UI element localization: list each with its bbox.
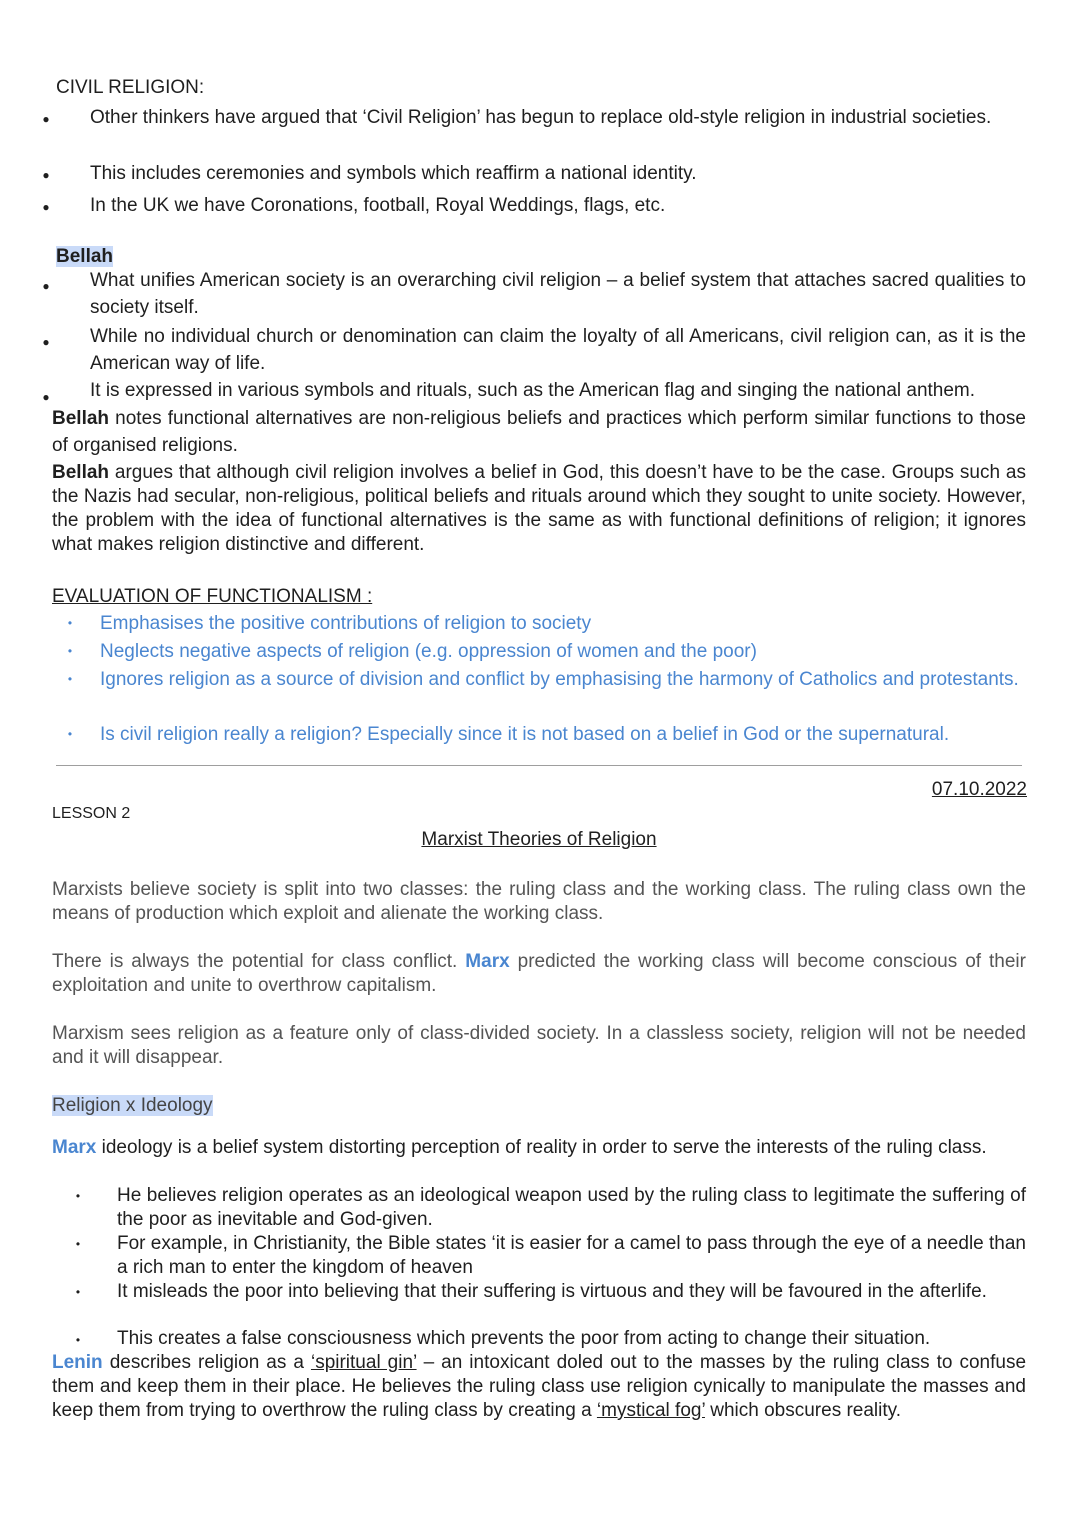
evaluation-bullet-3: Ignores religion as a source of division and conflict by emphasising the harmony of Catholics and protestants. <box>100 669 1019 690</box>
bullet-icon: • <box>67 644 73 658</box>
bullet-icon: ● <box>42 279 50 293</box>
evaluation-heading: EVALUATION OF FUNCTIONALISM : <box>52 586 373 607</box>
bellah-bullet-1: What unifies American society is an overarching civil religion – a belief system that attaches sacred qualities to society itself. <box>90 270 1026 318</box>
marx-name: Marx <box>52 1137 97 1158</box>
bullet-icon: • <box>67 727 73 741</box>
bellah-heading-text: Bellah <box>56 246 114 267</box>
lenin-text-2: – an intoxicant doled out to the masses by the ruling class to confuse them and keep them in their place. He believes the ruling class use religion cynically to manipulate the masses and keep them from trying to overthrow the ruling class by creating a <box>52 1352 1027 1421</box>
bellah-bullet-3: It is expressed in various symbols and rituals, such as the American flag and singing the national anthem. <box>90 380 976 401</box>
ideology-bullet-2: For example, in Christianity, the Bible states ‘it is easier for a camel to pass through the eye of a needle than a rich man to enter the kingdom of heaven <box>117 1233 1026 1278</box>
bullet-icon: ● <box>42 335 50 349</box>
lenin-text-3: which obscures reality. <box>704 1400 902 1421</box>
marxism-p2-pre: There is always the potential for class conflict. <box>52 951 466 972</box>
bellah-bullet-2: While no individual church or denomination can claim the loyalty of all Americans, civil religion can, as it is the American way of life. <box>90 326 1026 374</box>
lesson-title: Marxist Theories of Religion <box>421 829 657 850</box>
ideology-intro <box>52 1136 1026 1160</box>
civil-bullet-3: In the UK we have Coronations, football, Royal Weddings, flags, etc. <box>90 195 666 216</box>
lenin-name: Lenin <box>52 1352 103 1373</box>
ideology-bullet-1: He believes religion operates as an ideological weapon used by the ruling class to legitimate the suffering of the poor as inevitable and God-given. <box>117 1185 1026 1230</box>
marxism-p2-post: predicted the working class will become conscious of their exploitation and unite to overthrow capitalism. <box>52 951 1026 996</box>
bullet-icon: • <box>67 672 73 686</box>
bullet-icon: ● <box>42 200 50 214</box>
bullet-icon: • <box>67 616 73 630</box>
spiritual-gin-quote: ‘spiritual gin’ <box>310 1352 417 1373</box>
civil-bullet-1: Other thinkers have argued that ‘Civil Religion’ has begun to replace old-style religion in industrial societies. <box>90 107 992 128</box>
marxism-paragraph-2 <box>52 950 1026 998</box>
lesson-date: 07.10.2022 <box>931 779 1027 800</box>
bellah-paragraph-2 <box>52 461 1026 557</box>
bellah-paragraph-1 <box>52 405 1026 459</box>
ideology-heading <box>52 1094 213 1118</box>
bullet-icon: • <box>75 1237 81 1251</box>
bullet-icon: • <box>75 1285 81 1299</box>
bullet-icon: • <box>75 1189 81 1203</box>
bellah-p2-text: argues that although civil religion involves a belief in God, this doesn’t have to be the case. Groups such as the Nazis had secular, non-religious, political beliefs and rituals around which they sought to unite society. However, the problem with the idea of functional alternatives is the same as with functional definitions of religion; it ignores what makes religion distinctive and different. <box>52 462 1026 555</box>
bullet-icon: • <box>75 1333 81 1347</box>
civil-religion-heading: CIVIL RELIGION: <box>56 77 205 98</box>
marxism-paragraph-1: Marxists believe society is split into two classes: the ruling class and the working class. The ruling class own the means of production which exploit and alienate the working class. <box>52 879 1026 924</box>
bullet-icon: ● <box>42 390 50 404</box>
ideology-intro-text: ideology is a belief system distorting perception of reality in order to serve the interests of the ruling class. <box>96 1137 987 1158</box>
evaluation-bullet-1: Emphasises the positive contributions of religion to society <box>100 613 592 634</box>
marx-name: Marx <box>465 951 510 972</box>
ideology-heading-text: Religion x Ideology <box>52 1095 213 1116</box>
marxism-paragraph-3: Marxism sees religion as a feature only of class-divided society. In a classless society, religion will not be needed and it will disappear. <box>52 1023 1026 1068</box>
ideology-bullet-3: It misleads the poor into believing that their suffering is virtuous and they will be favoured in the afterlife. <box>117 1281 987 1302</box>
lenin-text-1: describes religion as a <box>102 1352 311 1373</box>
lesson-label: LESSON 2 <box>52 805 131 822</box>
evaluation-bullet-4: Is civil religion really a religion? Especially since it is not based on a belief in God or the supernatural. <box>100 724 950 745</box>
bellah-name: Bellah <box>52 408 110 429</box>
ideology-bullet-4: This creates a false consciousness which prevents the poor from acting to change their situation. <box>117 1328 931 1349</box>
civil-bullet-2: This includes ceremonies and symbols which reaffirm a national identity. <box>90 163 697 184</box>
bellah-heading <box>56 245 113 269</box>
lenin-paragraph <box>52 1351 1026 1423</box>
evaluation-bullet-2: Neglects negative aspects of religion (e.g. oppression of women and the poor) <box>100 641 757 662</box>
mystical-fog-quote: ‘mystical fog’ <box>596 1400 705 1421</box>
bullet-icon: ● <box>42 112 50 126</box>
section-divider <box>56 765 1022 766</box>
bellah-name: Bellah <box>52 462 110 483</box>
bellah-p1-text: notes functional alternatives are non-religious beliefs and practices which perform similar functions to those of organised religions. <box>52 408 1026 456</box>
bullet-icon: ● <box>42 168 50 182</box>
